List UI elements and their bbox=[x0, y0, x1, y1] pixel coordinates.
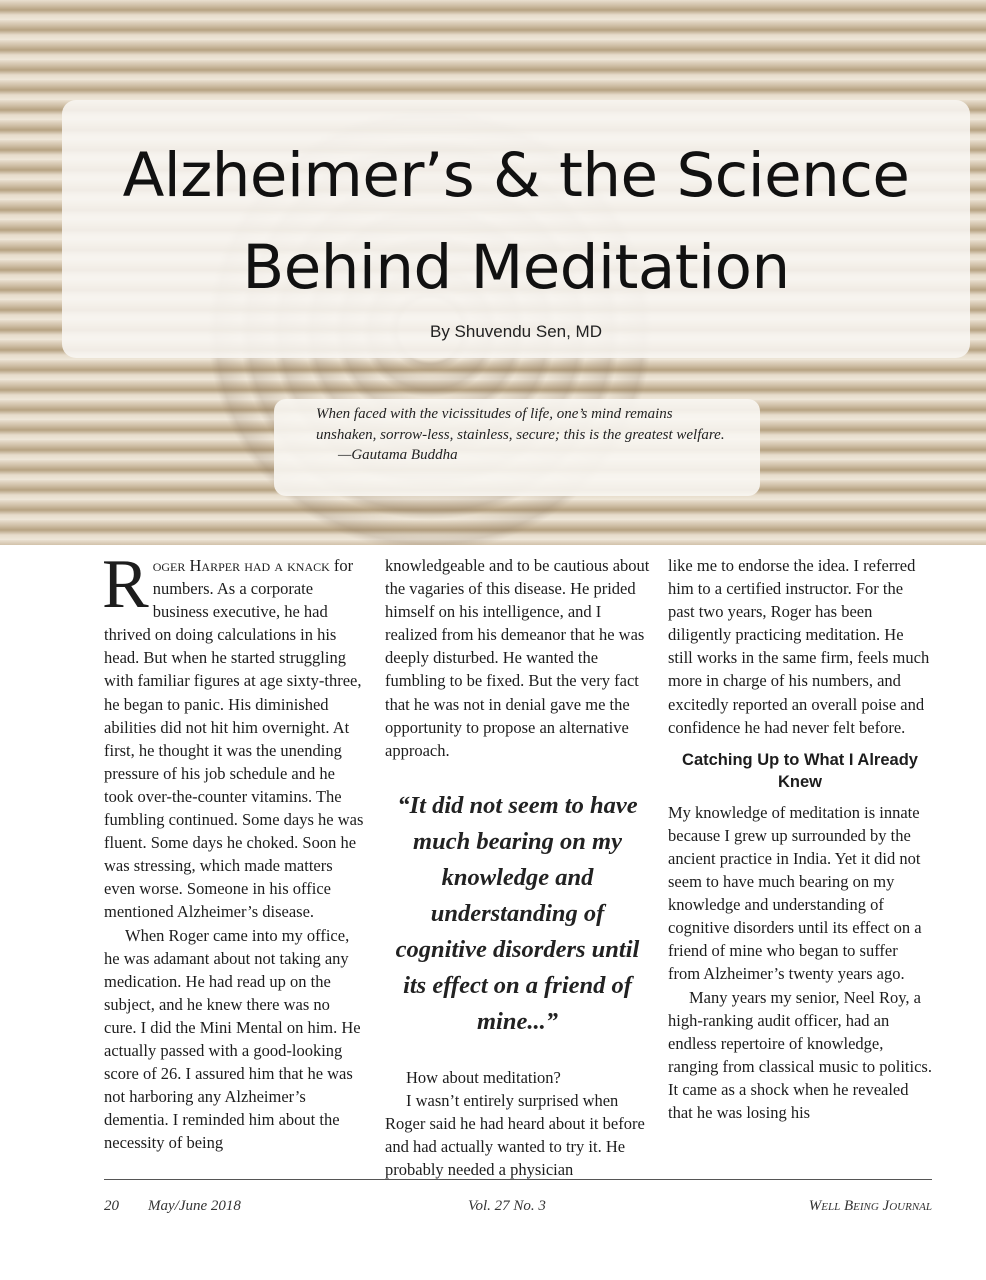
pull-quote: “It did not seem to have much bearing on my knowledge and understanding of cognitive disorders until its effect on a friend of mine...” bbox=[395, 791, 640, 1035]
article-title bbox=[62, 130, 970, 314]
section-subhead: Catching Up to What I Already Knew bbox=[682, 750, 918, 791]
paragraph-5: I wasn’t entirely surprised when Roger said he had heard about it before and had actually wanted to try it. He probably needed a physician bbox=[385, 1090, 645, 1180]
lead-in-small-caps: oger Harper had a knack bbox=[152, 556, 330, 575]
paragraph-4: How about meditation? bbox=[406, 1067, 561, 1087]
title-line-1: Alzheimer’s & the Science bbox=[122, 140, 910, 211]
page-number: 20 bbox=[104, 1198, 119, 1214]
epigraph bbox=[316, 404, 736, 466]
paragraph-1 bbox=[102, 546, 366, 924]
paragraph-7: My knowledge of meditation is innate because I grew up surrounded by the ancient practice in India. Yet it did not seem to have much bearing on my knowledge and understanding of cognitive disorders until its effect on a friend of mine who began to suffer from Alzheimer’s twenty years ago. bbox=[668, 802, 922, 984]
paragraph-1-text: for numbers. As a corporate business executive, he had thrived on doing calculations in his head. But when he started struggling with familiar figures at age sixty-three, he began to panic. His diminished abilities did not hit him overnight. At first, he thought it was the unending pressure of his job schedule and he took over-the-counter vitamins. The fumbling continued. Some days he was fluent. Some days he choked. Soon he was stressing, which made matters even worse. Someone in his office mentioned Alzheimer’s disease. bbox=[104, 556, 364, 922]
column-1 bbox=[102, 546, 366, 1154]
byline: By Shuvendu Sen, MD bbox=[430, 322, 602, 341]
issue-date: May/June 2018 bbox=[148, 1198, 241, 1214]
footer-rule bbox=[104, 1179, 932, 1180]
column-2 bbox=[385, 554, 650, 1181]
epigraph-attribution: —Gautama Buddha bbox=[338, 447, 458, 463]
paragraph-2: When Roger came into my office, he was adamant about not taking any medication. He had read up on the subject, and he knew there was no cure. I did the Mini Mental on him. He actually passed with a good-looking score of 26. I assured him that he was not harboring any Alzheimer’s dementia. I reminded him about the necessity of being bbox=[104, 925, 361, 1153]
volume-number: Vol. 27 No. 3 bbox=[468, 1198, 546, 1214]
paragraph-8: Many years my senior, Neel Roy, a high-ranking audit officer, had an endless repertoire of knowledge, ranging from classical music to politics. It came as a shock when he revealed that he was losing his bbox=[668, 987, 932, 1122]
epigraph-text: When faced with the vicissitudes of life, one’s mind remains unshaken, sorrow-less, stainless, secure; this is the greatest welfare. bbox=[316, 406, 725, 443]
title-line-2: Behind Meditation bbox=[242, 232, 790, 303]
paragraph-3: knowledgeable and to be cautious about the vagaries of this disease. He prided himself on his intelligence, and I realized from his demeanor that he was deeply disturbed. He wanted the fumbling to be fixed. But the very fact that he was not in denial gave me the opportunity to propose an alternative approach. bbox=[385, 556, 650, 760]
column-3 bbox=[668, 554, 932, 1124]
paragraph-6: like me to endorse the idea. I referred him to a certified instructor. For the past two years, Roger has been diligently practicing meditation. He still works in the same firm, feels much more in charge of his numbers, and excitedly reported an overall poise and confidence he had never felt before. bbox=[668, 556, 930, 737]
drop-cap: R bbox=[102, 546, 149, 623]
journal-name: Well Being Journal bbox=[808, 1198, 932, 1214]
